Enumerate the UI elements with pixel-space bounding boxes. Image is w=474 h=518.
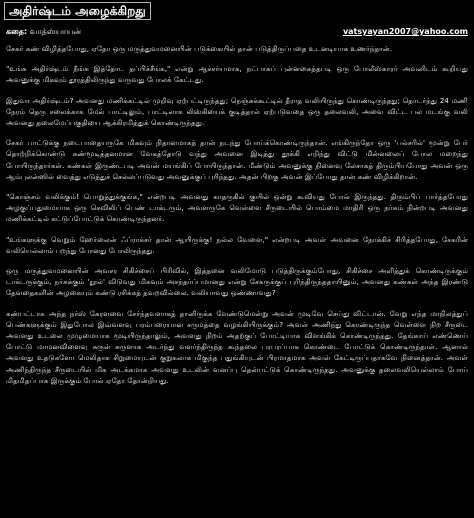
story-title: அதிர்ஷ்டம் அழைக்கிறது bbox=[4, 2, 151, 20]
paragraph-8: கண்பட்டாக அந்த நர்ஸ் கேரளவை சேர்ந்தவளாகத் தானிருக்க வேண்டுமென்று அவன் முடிவே செய்து விட்டான். வேறு எந்த மாநிலத்துப் பெண்களுக்கும் இதுபோல இவ்வளவு பரம்பரையான சருமத்தை வழங்கியிருக்கும்? அவள் அணிந்து கொண்டிருந்த வெள்ளை நிற சீருடை அவளது உடலை முழுமையாக மூடியிருந்தாலும், அவளது நிறம் அதற்குப் போட்டியாக விளங்கிக் கொண்டிருந்தது. தேங்காய் எண்ணெய் போட்டு மாமனவிளைவு சுருள் சுருளாக அடர்ந்து வளர்ந்திருந்த கூந்தலை பரபரப்பாக கொண்டை போட்டுக் கொண்டிருந்தாள். ஆனால் அவளது உதடுகளோ மெலிதாக சிறுமையுடன் குறுகலாக மிகுந்த பதுங்கியுடன் பிரமாதமாக அவள் கேட்டிருப்பதாகவே நினைத்தான். அவள் அணிந்திருந்த சீருடையில் மிக அடக்கமாக அவளது உடலின் வனப்பு தென்பட்டுக் கொண்டிருந்தது. அவனுக்கு தலைவலியெல்லாம் போய் மிதமிதப்பாக இருக்கும் போல் ஏதோ தோன்றியது. bbox=[6, 308, 468, 385]
paragraph-5: "கொஞ்சம் வலிக்கும்! பொறுத்துக்குங்க," என்றபடி அவனது காதருகில் குயில் ஒன்று கூவியது போல் இருந்தது. திரும்பிப் பார்த்தபோது அழகுப்பதுமையாக ஒரு செவிலிப் பெண் டாக்டரும், அவளருகே வெள்ளை சீருடையில் பொம்மை மாதிரி ஒரு நர்சும் நின்றபடி அவனது மணிக்கட்டில் கட்டுப்போட்டுக் கொண்டிருந்தனர். bbox=[6, 192, 468, 224]
paragraph-4: சேகர் பாட்டுக்கு நடைபாதையருகே மிகவும் நிதானமாகத் தான் நடந்து போய்க்கொண்டிருந்தான். எங்கிருந்தோ ஒரு 'பல்சரில்' மூன்று பேர் தொற்றிக்கொண்டு கண்மூடித்தனமான வேகத்தோடு வந்து அவனை இடித்து தூக்கி எறிந்து விட்டு மின்னலைப் போல மறைந்து போயிருந்தார்கள். கண்கள் இருண்டபடி அவன் மயங்கிப் போயிருந்தான். மீண்டும் அவனுக்கு நினைவு லேசாகத் திரும்பியபோது அவன் ஒரு ஆம்புலன்ஸில் வைத்து எடுத்துச் செல்லப்படுவது அவனுக்குப் புரிந்தது. அதன் பிறகு அவன் இப்போது தான் கண் விழிக்கிறான். bbox=[6, 138, 468, 181]
paragraph-7: ஒரு மருத்துவமனையின் அவசர சிகிச்சைப் பிரிவில், இத்தனை வலிமோடு படுத்திருக்கும்போது, சிகிச்சை அளித்துக் கொண்டிருக்கும் டாக்டருக்கும், நர்சுக்கும் 'நூல்' விடுவது மிகவும் அசந்தர்ப்பமானது என்று சேகருக்குப் புரிந்திருந்ததாயினும், அவனது கண்கள் அந்த இரண்டு தேவதைகளின் அழகையும் கண்டு ரசிக்கத் தவறவில்லை. வலியாவது ஒண்ணாவது? bbox=[6, 266, 468, 298]
author-row bbox=[6, 25, 470, 39]
author-label: கதை: bbox=[6, 27, 28, 36]
paragraph-3: இதுவா அதிர்ஷ்டம்? அவனது மணிக்கட்டில் முறிவு ஏற்பட்டிருந்தது; நெஞ்சுக்கூட்டில் தீராத வலியிருந்து கொண்டிருந்தது; தொடர்ந்து 24 மணி நேரம் தெரு சலைக்காக மேல் பாட்டிலும், பாட்டிலாக லிஸ்கியைக் குடித்தால் ஏற்படுவதை ஒரு தலைவலி, அவை விட்ட பல மடங்கு வலி அவனது தலைமேப்பகுதியை ஆக்கிரமித்துக் கொண்டிருந்தது. bbox=[6, 95, 468, 128]
paragraph-2: "உங்க அதிர்ஷ்டம் நீங்க இத்தோட தப்பிச்சீங்க," என்று ஆச்சர்யமாக, நட்பாகப் புன்னகைத்தபடி ஒரு போலீஸ்காரர் அவனிடம் கூறியது அவனுக்கு மிகவும் தூரத்திலிருந்து வருவது போலக் கேட்டது. bbox=[6, 64, 468, 85]
story-body bbox=[6, 43, 468, 515]
paragraph-1: சேகர் கண் விழித்தபோது, ஏதோ ஒரு மருத்துவமனையின் படுக்கையில் தான் படுத்திருப்பதை உடனடியாக உணர்ந்தான். bbox=[6, 44, 393, 53]
author-email-link[interactable]: vatsyayan2007@yahoo.com bbox=[342, 27, 468, 36]
author-name: வாத்ஸ்யாயன் bbox=[29, 27, 81, 36]
paragraph-6: "உங்களுக்கு வெறும் ஹேர்லைன் ஃப்ராக்சர் தான் ஆயிருக்கு! நல்ல வேளை," என்றபடி அவள் அவனை நோக்கிச் சிரித்தபோது, சேகரின் வலியெல்லாம் பறந்து போனது போலிருந்தது. bbox=[6, 234, 468, 255]
title-row bbox=[0, 0, 474, 20]
